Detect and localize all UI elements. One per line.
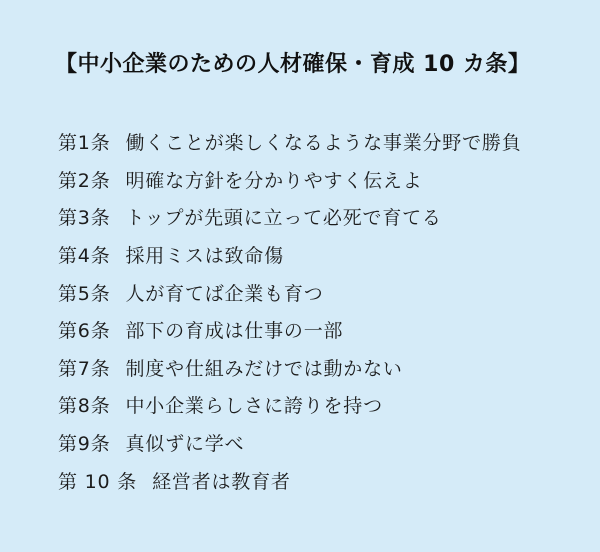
article-row [58,349,580,387]
article-text: 採用ミスは致命傷 [125,245,284,268]
article-row [58,461,580,499]
article-number: 第8条 [58,395,111,418]
article-text: 真似ずに学べ [125,433,245,456]
article-number: 第3条 [58,207,111,230]
article-row [58,236,580,274]
article-number: 第7条 [58,357,111,380]
article-text: 部下の育成は仕事の一部 [125,320,344,343]
article-number: 第4条 [58,245,111,268]
article-text: 人が育てば企業も育つ [125,282,324,305]
article-number: 第5条 [58,282,111,305]
article-text: 経営者は教育者 [152,470,291,493]
article-row [58,273,580,311]
article-number: 第 10 条 [58,470,138,493]
article-text: 制度や仕組みだけでは動かない [125,357,403,380]
article-row [58,123,580,161]
article-text: 明確な方針を分かりやすく伝えよ [125,169,423,192]
page-title: 【中小企業のための人材確保・育成 10 カ条】 [55,52,531,77]
article-number: 第2条 [58,169,111,192]
article-text: トップが先頭に立って必死で育てる [125,207,442,230]
article-row [58,161,580,199]
article-number: 第6条 [58,320,111,343]
article-row [58,424,580,462]
article-text: 働くことが楽しくなるような事業分野で勝負 [125,132,522,155]
articles-list [58,123,580,499]
article-number: 第1条 [58,132,111,155]
article-number: 第9条 [58,433,111,456]
article-row [58,198,580,236]
article-row [58,386,580,424]
article-text: 中小企業らしさに誇りを持つ [125,395,383,418]
article-row [58,311,580,349]
